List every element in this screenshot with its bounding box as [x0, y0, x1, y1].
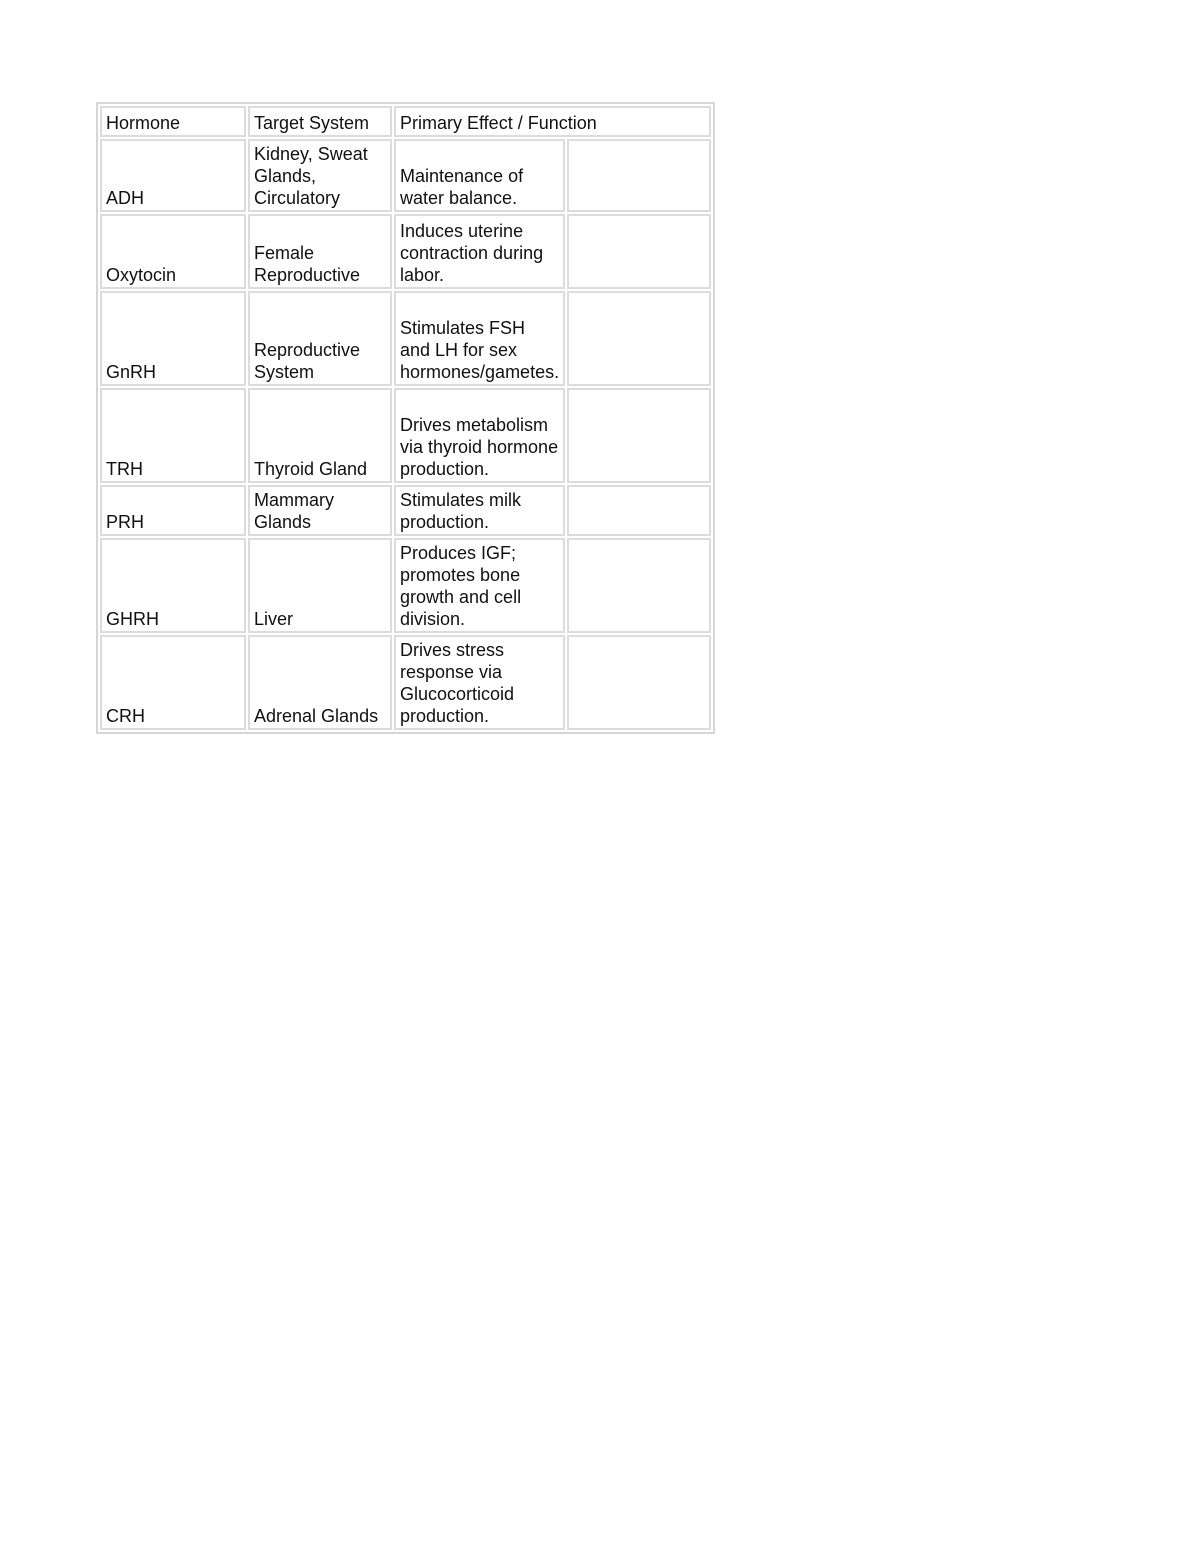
cell-hormone: GnRH: [100, 291, 246, 386]
cell-primary-effect: Drives stress response via Glucocorticoid production.: [394, 635, 565, 730]
cell-primary-effect: Stimulates milk production.: [394, 485, 565, 536]
cell-target-system: Thyroid Gland: [248, 388, 392, 483]
cell-target-system: Mammary Glands: [248, 485, 392, 536]
cell-primary-effect: Stimulates FSH and LH for sex hormones/gametes.: [394, 291, 565, 386]
table-row: [100, 538, 711, 633]
table-header-row: [100, 106, 711, 137]
table-row: [100, 291, 711, 386]
cell-primary-effect: Produces IGF; promotes bone growth and cell division.: [394, 538, 565, 633]
cell-target-system: Reproductive System: [248, 291, 392, 386]
header-target-system: Target System: [248, 106, 392, 137]
table-row: [100, 139, 711, 212]
cell-empty: [567, 485, 711, 536]
hormone-table: [96, 102, 715, 734]
cell-primary-effect: Induces uterine contraction during labor.: [394, 214, 565, 289]
cell-hormone: PRH: [100, 485, 246, 536]
header-primary-effect: Primary Effect / Function: [394, 106, 711, 137]
header-hormone: Hormone: [100, 106, 246, 137]
cell-hormone: ADH: [100, 139, 246, 212]
cell-target-system: Adrenal Glands: [248, 635, 392, 730]
cell-empty: [567, 538, 711, 633]
table-row: [100, 635, 711, 730]
cell-hormone: Oxytocin: [100, 214, 246, 289]
cell-hormone: CRH: [100, 635, 246, 730]
table-row: [100, 485, 711, 536]
cell-hormone: TRH: [100, 388, 246, 483]
cell-empty: [567, 139, 711, 212]
cell-empty: [567, 291, 711, 386]
cell-primary-effect: Maintenance of water balance.: [394, 139, 565, 212]
cell-hormone: GHRH: [100, 538, 246, 633]
cell-empty: [567, 388, 711, 483]
cell-empty: [567, 214, 711, 289]
cell-target-system: Liver: [248, 538, 392, 633]
table-row: [100, 214, 711, 289]
cell-primary-effect: Drives metabolism via thyroid hormone production.: [394, 388, 565, 483]
cell-empty: [567, 635, 711, 730]
cell-target-system: Kidney, Sweat Glands, Circulatory: [248, 139, 392, 212]
cell-target-system: Female Reproductive: [248, 214, 392, 289]
table-row: [100, 388, 711, 483]
